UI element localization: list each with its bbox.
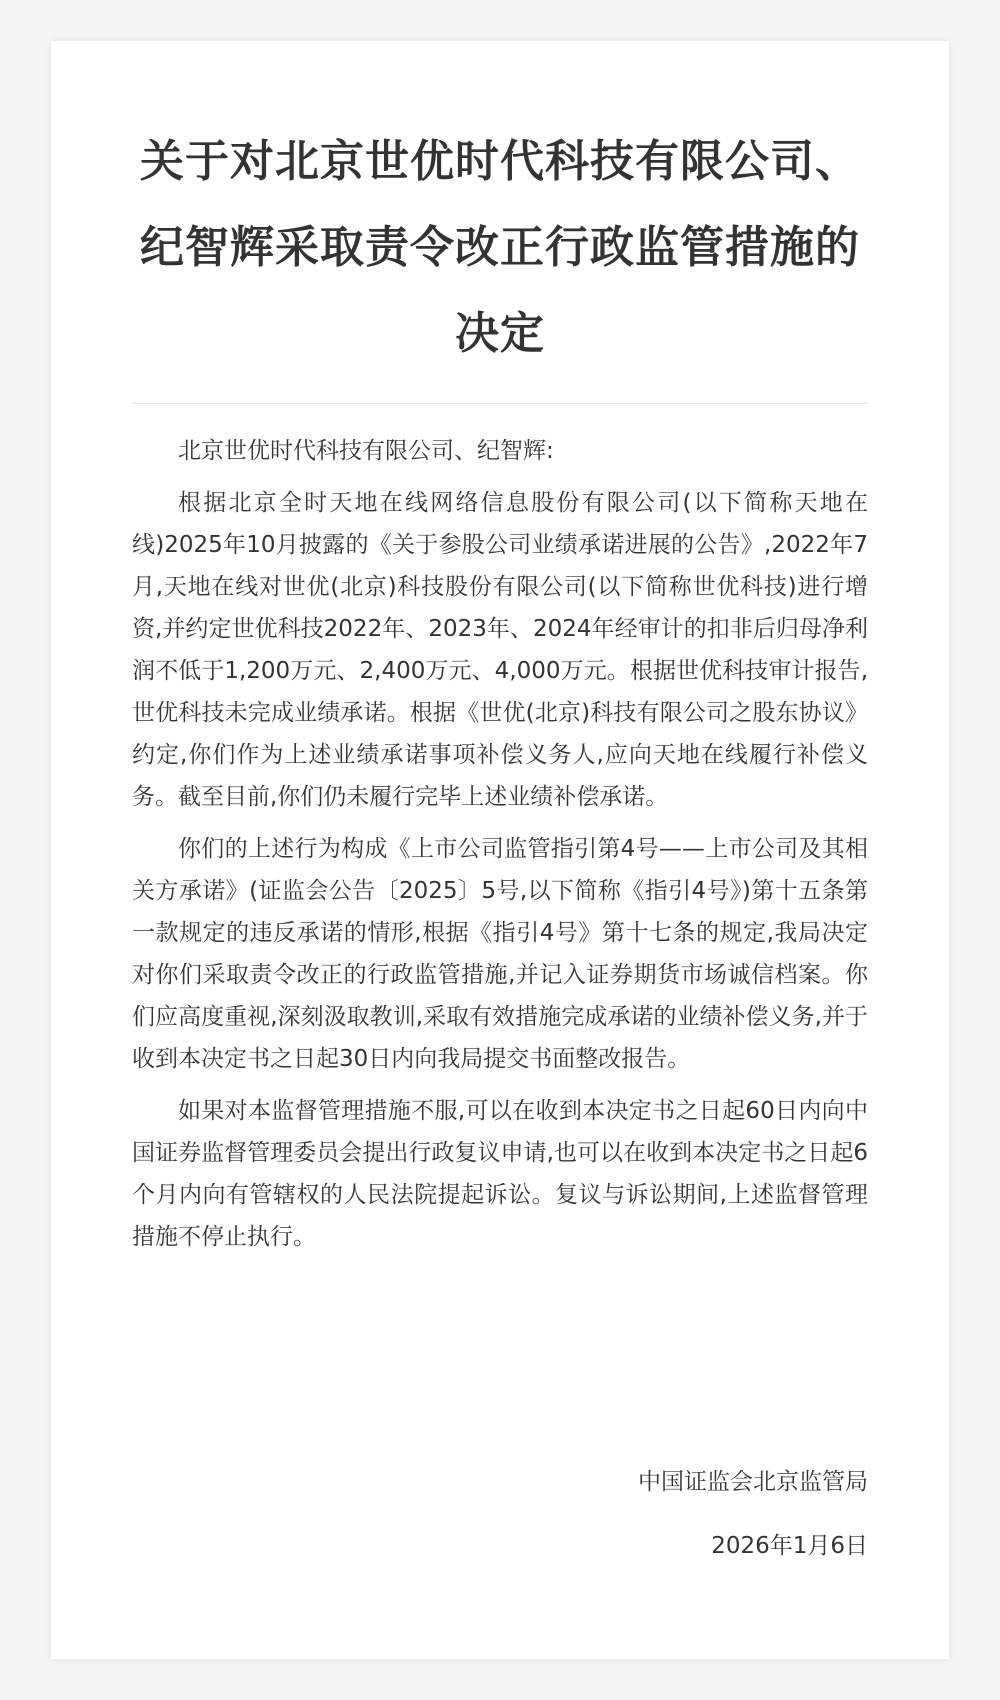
signature-block: [638, 1461, 868, 1567]
body-paragraph-decision: 你们的上述行为构成《上市公司监管指引第4号——上市公司及其相关方承诺》(证监会公告〔2025〕5号,以下简称《指引4号》)第十五条第一款规定的违反承诺的情形,根据《指引4号》第十七条的规定,我局决定对你们采取责令改正的行政监管措施,并记入证券期货市场诚信档案。你们应高度重视,深刻汲取教训,采取有效措施完成承诺的业绩补偿义务,并于收到本决定书之日起30日内向我局提交书面整改报告。: [132, 836, 868, 1072]
body-paragraph-appeal: 如果对本监督管理措施不服,可以在收到本决定书之日起60日内向中国证券监督管理委员会提出行政复议申请,也可以在收到本决定书之日起6个月内向有管辖权的人民法院提起诉讼。复议与诉讼期间,上述监督管理措施不停止执行。: [132, 1098, 868, 1250]
addressee-paragraph: 北京世优时代科技有限公司、纪智辉:: [178, 438, 554, 464]
issuer-name: 中国证监会北京监管局: [638, 1469, 868, 1495]
title-divider: [132, 403, 868, 404]
document-body: [132, 430, 868, 1258]
document-page: [51, 41, 949, 1659]
body-paragraph-facts: 根据北京全时天地在线网络信息股份有限公司(以下简称天地在线)2025年10月披露的《关于参股公司业绩承诺进展的公告》,2022年7月,天地在线对世优(北京)科技股份有限公司(以下简称世优科技)进行增资,并约定世优科技2022年、2023年、2024年经审计的扣非后归母净利润不低于1,200万元、2,400万元、4,000万元。根据世优科技审计报告,世优科技未完成业绩承诺。根据《世优(北京)科技有限公司之股东协议》约定,你们作为上述业绩承诺事项补偿义务人,应向天地在线履行补偿义务。截至目前,你们仍未履行完毕上述业绩补偿承诺。: [132, 490, 868, 810]
issue-date: 2026年1月6日: [711, 1533, 868, 1559]
document-title: 关于对北京世优时代科技有限公司、纪智辉采取责令改正行政监管措施的决定: [140, 136, 860, 359]
